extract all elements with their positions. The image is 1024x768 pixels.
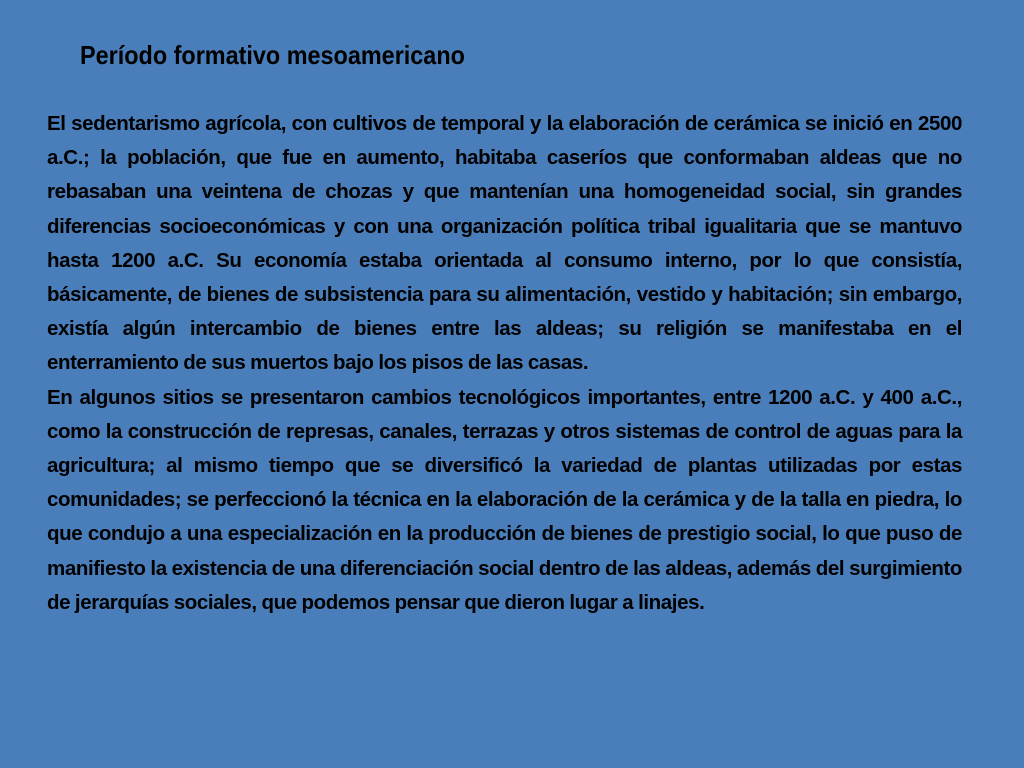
slide-body — [47, 107, 962, 620]
paragraph-cambios-tecnologicos: En algunos sitios se presentaron cambios tecnológicos importantes, entre 1200 a.C. y 400 a.C., como la construcción de represas, canales, terrazas y otros sistemas de control de aguas para la agricultura; al mismo tiempo que se diversificó la variedad de plantas utilizadas por estas comunidades; se perfeccionó la técnica en la elaboración de la cerámica y de la talla en piedra, lo que condujo a una especialización en la producción de bienes de prestigio social, lo que puso de manifiesto la existencia de una diferenciación social dentro de las aldeas, además del surgimiento de jerarquías sociales, que podemos pensar que dieron lugar a linajes. — [47, 385, 962, 614]
paragraph-sedentarismo: El sedentarismo agrícola, con cultivos de temporal y la elaboración de cerámica se inició en 2500 a.C.; la población, que fue en aumento, habitaba caseríos que conformaban aldeas que no rebasaban una veintena de chozas y que mantenían una homogeneidad social, sin grandes diferencias socioeconómicas y con una organización política tribal igualitaria que se mantuvo hasta 1200 a.C. Su economía estaba orientada al consumo interno, por lo que consistía, básicamente, de bienes de subsistencia para su alimentación, vestido y habitación; sin embargo, existía algún intercambio de bienes entre las aldeas; su religión se manifestaba en el enterramiento de sus muertos bajo los pisos de las casas. — [47, 112, 962, 375]
slide-title: Período formativo mesoamericano — [80, 40, 465, 70]
